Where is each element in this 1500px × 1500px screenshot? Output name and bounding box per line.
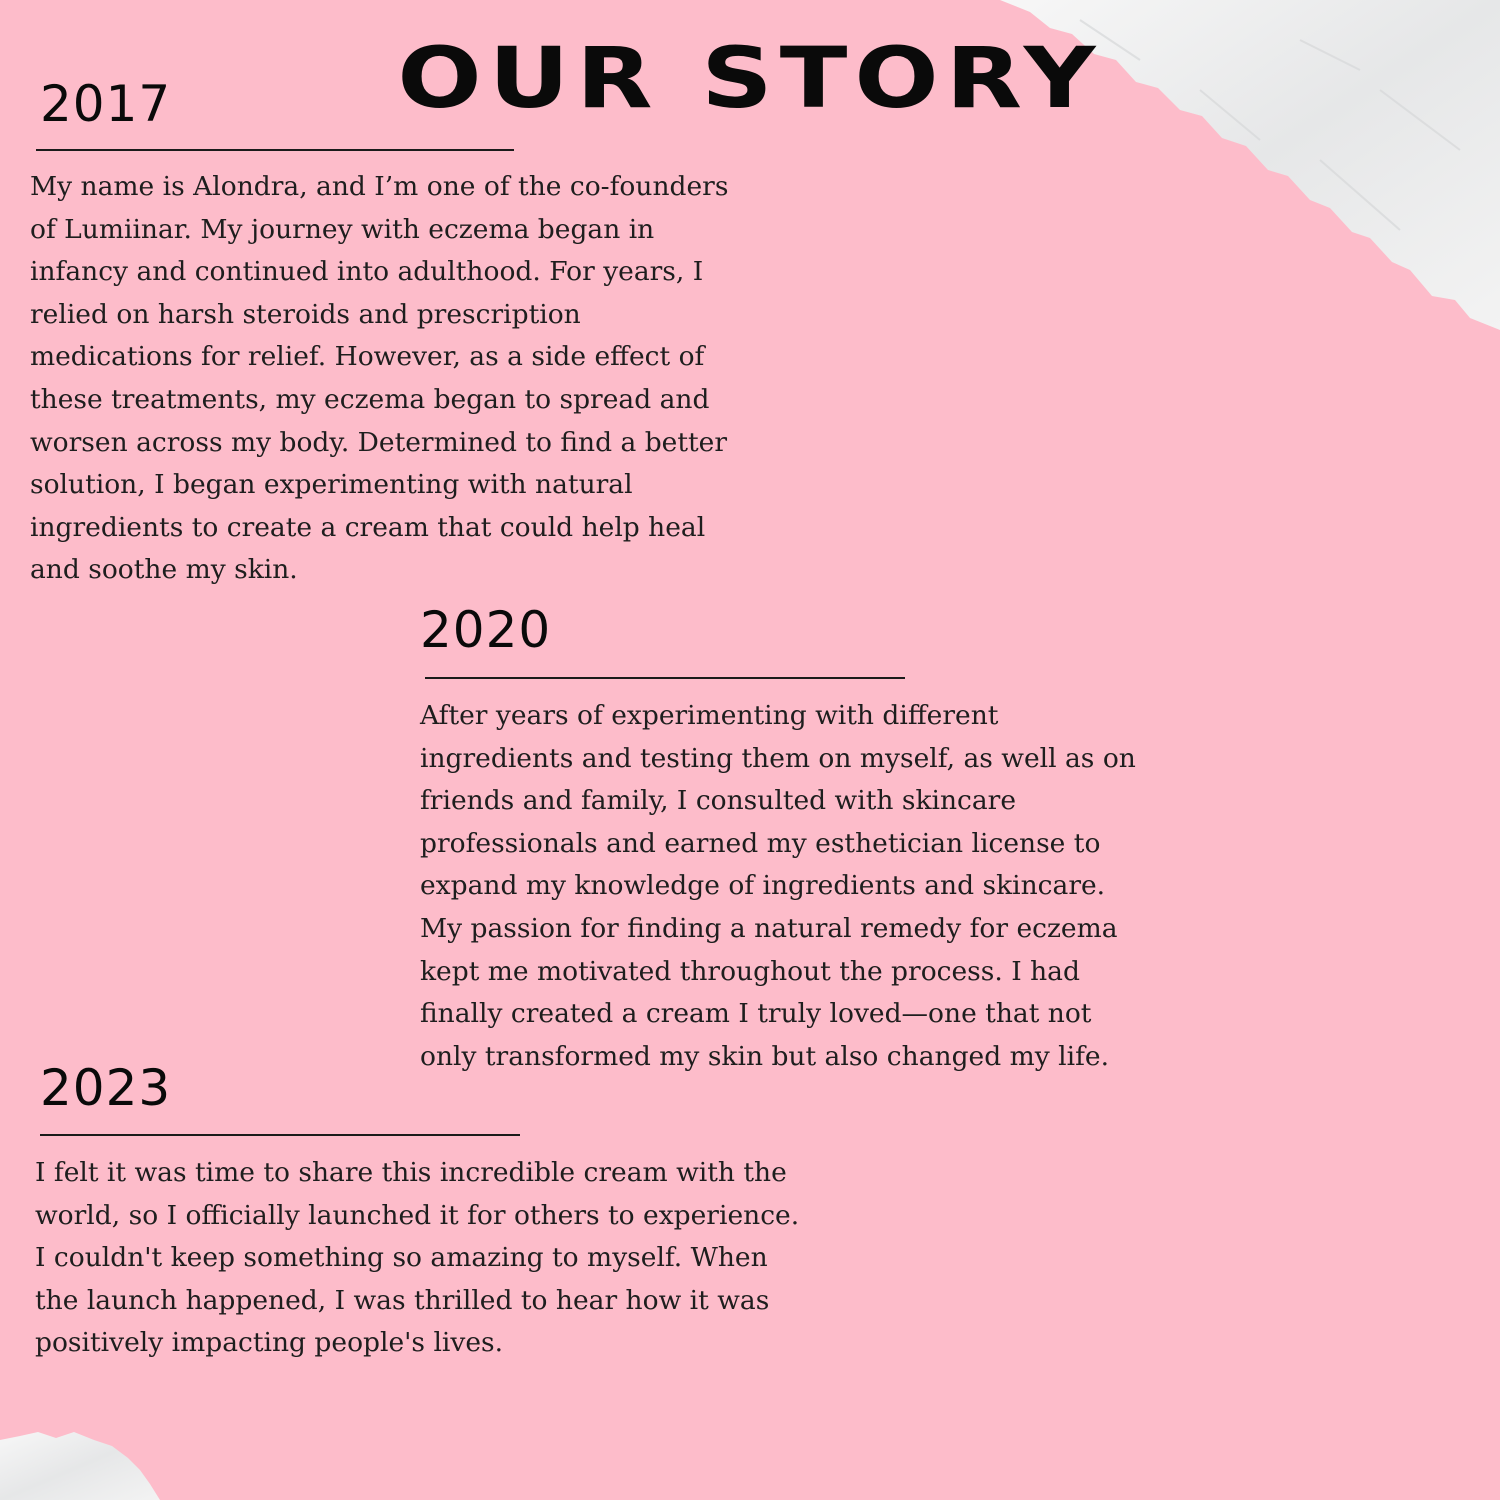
paragraph-line: relied on harsh steroids and prescription [30, 298, 581, 330]
paragraph-line: My passion for finding a natural remedy for eczema [420, 912, 1118, 944]
paragraph-line: expand my knowledge of ingredients and skincare. [420, 870, 1106, 902]
paragraph-line: world, so I officially launched it for others to experience. [35, 1199, 800, 1231]
story-paragraph-2020 [420, 695, 1136, 1078]
paragraph-line: the launch happened, I was thrilled to hear how it was [35, 1284, 770, 1316]
paragraph-line: ingredients to create a cream that could help heal [30, 511, 706, 543]
paragraph-line: After years of experimenting with different [420, 700, 999, 731]
paragraph-line: and soothe my skin. [30, 554, 298, 586]
paragraph-line: these treatments, my eczema began to spread and [30, 383, 710, 415]
divider-2023 [40, 1134, 520, 1136]
paragraph-line: ingredients and testing them on myself, as well as on [420, 742, 1136, 774]
torn-paper-bottom-left [0, 1432, 160, 1500]
paragraph-line: medications for relief. However, as a side effect of [30, 341, 705, 373]
paragraph-line: I felt it was time to share this incredible cream with the [35, 1157, 787, 1188]
year-heading-2017: 2017 [40, 75, 172, 133]
paragraph-line: of Lumiinar. My journey with eczema began in [30, 213, 655, 245]
paragraph-line: worsen across my body. Determined to find a better [30, 426, 728, 458]
paragraph-line: professionals and earned my esthetician license to [420, 827, 1101, 859]
story-paragraph-2017 [30, 166, 728, 592]
paragraph-line: finally created a cream I truly loved—one that not [420, 998, 1092, 1030]
paragraph-line: My name is Alondra, and I’m one of the co-founders [30, 171, 729, 202]
page-title: OUR STORY [397, 29, 1103, 127]
year-heading-2023: 2023 [40, 1059, 172, 1117]
paragraph-line: I couldn't keep something so amazing to myself. When [35, 1242, 768, 1274]
paragraph-line: kept me motivated throughout the process. I had [420, 955, 1080, 987]
paragraph-line: solution, I began experimenting with natural [30, 469, 633, 501]
year-heading-2020: 2020 [420, 601, 552, 659]
story-paragraph-2023 [35, 1152, 799, 1365]
paragraph-line: friends and family, I consulted with skincare [420, 785, 1017, 817]
paragraph-line: only transformed my skin but also changed my life. [420, 1040, 1109, 1072]
divider-2020 [425, 677, 905, 679]
paragraph-line: positively impacting people's lives. [35, 1327, 504, 1359]
divider-2017 [36, 149, 514, 151]
paragraph-line: infancy and continued into adulthood. For years, I [30, 256, 704, 288]
